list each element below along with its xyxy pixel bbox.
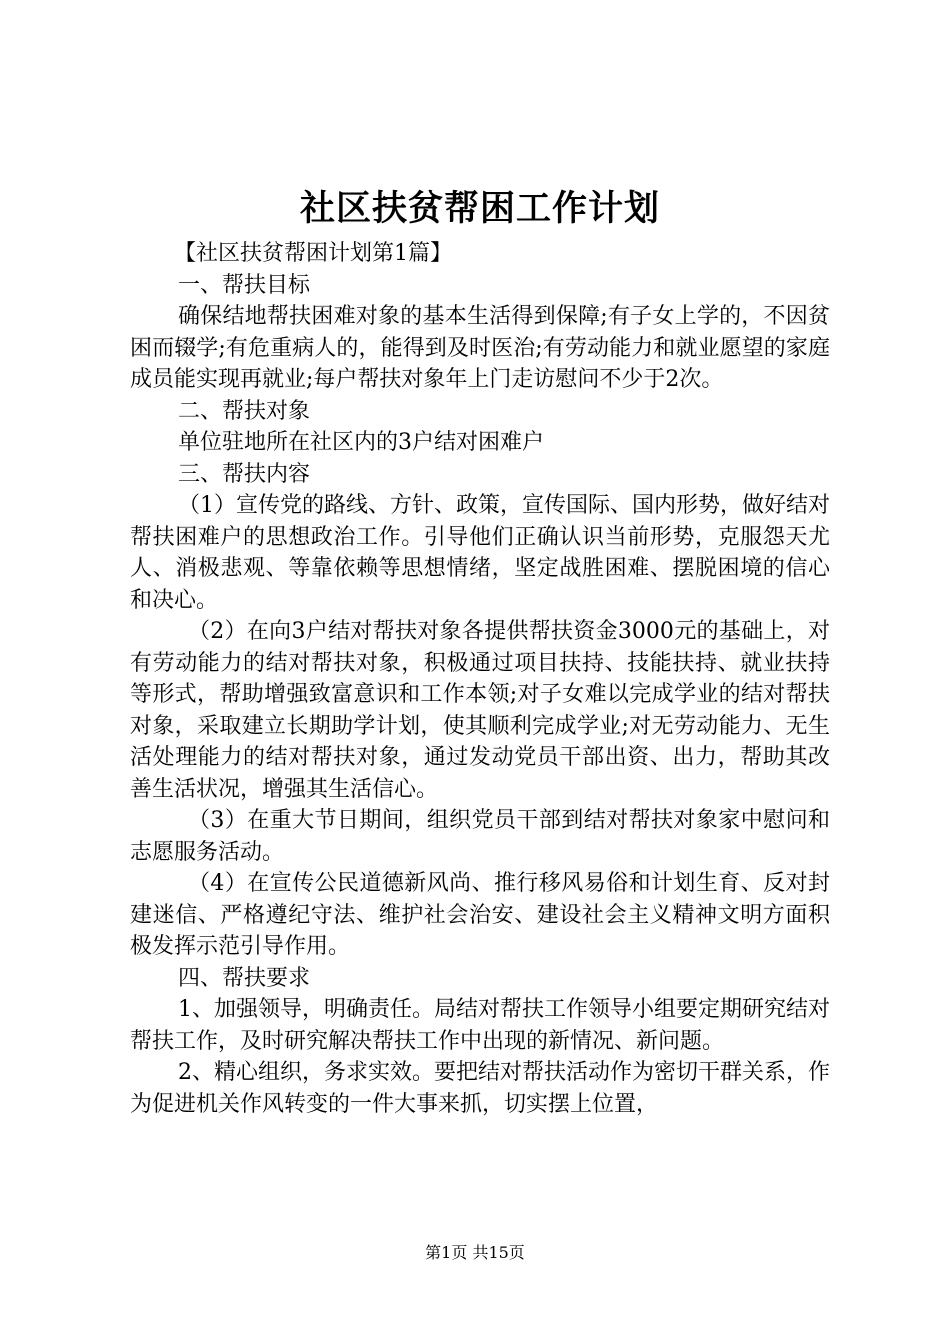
paragraph: 2、精心组织，务求实效。要把结对帮扶活动作为密切干群关系，作为促进机关作风转变的一件大事来抓，切实摆上位置， [130,1060,830,1117]
paragraph: 确保结地帮扶困难对象的基本生活得到保障;有子女上学的，不因贫困而辍学;有危重病人的，能得到及时医治;有劳动能力和就业愿望的家庭成员能实现再就业;每户帮扶对象年上门走访慰问不少于2次。 [130,304,830,392]
paragraph: 四、帮扶要求 [178,965,311,991]
paragraph: 【社区扶贫帮困计划第1篇】 [174,241,452,266]
page-number-footer: 第1页 共15页 [425,1243,525,1262]
document-body [130,238,830,1120]
paragraph: 一、帮扶目标 [178,272,311,298]
document-page [130,186,830,1120]
paragraph: （1）宣传党的路线、方针、政策，宣传国际、国内形势，做好结对帮扶困难户的思想政治工作。引导他们正确认识当前形势，克服怨天尤人、消极悲观、等靠依赖等思想情绪，坚定战胜困难、摆脱困境的信心和决心。 [130,493,830,613]
paragraph: 三、帮扶内容 [178,461,311,487]
paragraph: 二、帮扶对象 [178,398,311,424]
paragraph: 1、加强领导，明确责任。局结对帮扶工作领导小组要定期研究结对帮扶工作，及时研究解决帮扶工作中出现的新情况、新问题。 [130,997,830,1054]
document-title: 社区扶贫帮困工作计划 [299,188,660,229]
paragraph: 单位驻地所在社区内的3户结对困难户 [178,430,544,455]
paragraph: （4）在宣传公民道德新风尚、推行移风易俗和计划生育、反对封建迷信、严格遵纪守法、维护社会治安、建设社会主义精神文明方面积极发挥示范引导作用。 [130,871,830,959]
paragraph: （2）在向3户结对帮扶对象各提供帮扶资金3000元的基础上，对有劳动能力的结对帮扶对象，积极通过项目扶持、技能扶持、就业扶持等形式，帮助增强致富意识和工作本领;对子女难以完成学业的结对帮扶对象，采取建立长期助学计划，使其顺利完成学业;对无劳动能力、无生活处理能力的结对帮扶对象，通过发动党员干部出资、出力，帮助其改善生活状况，增强其生活信心。 [130,619,830,802]
paragraph: （3）在重大节日期间，组织党员干部到结对帮扶对象家中慰问和志愿服务活动。 [130,808,830,865]
